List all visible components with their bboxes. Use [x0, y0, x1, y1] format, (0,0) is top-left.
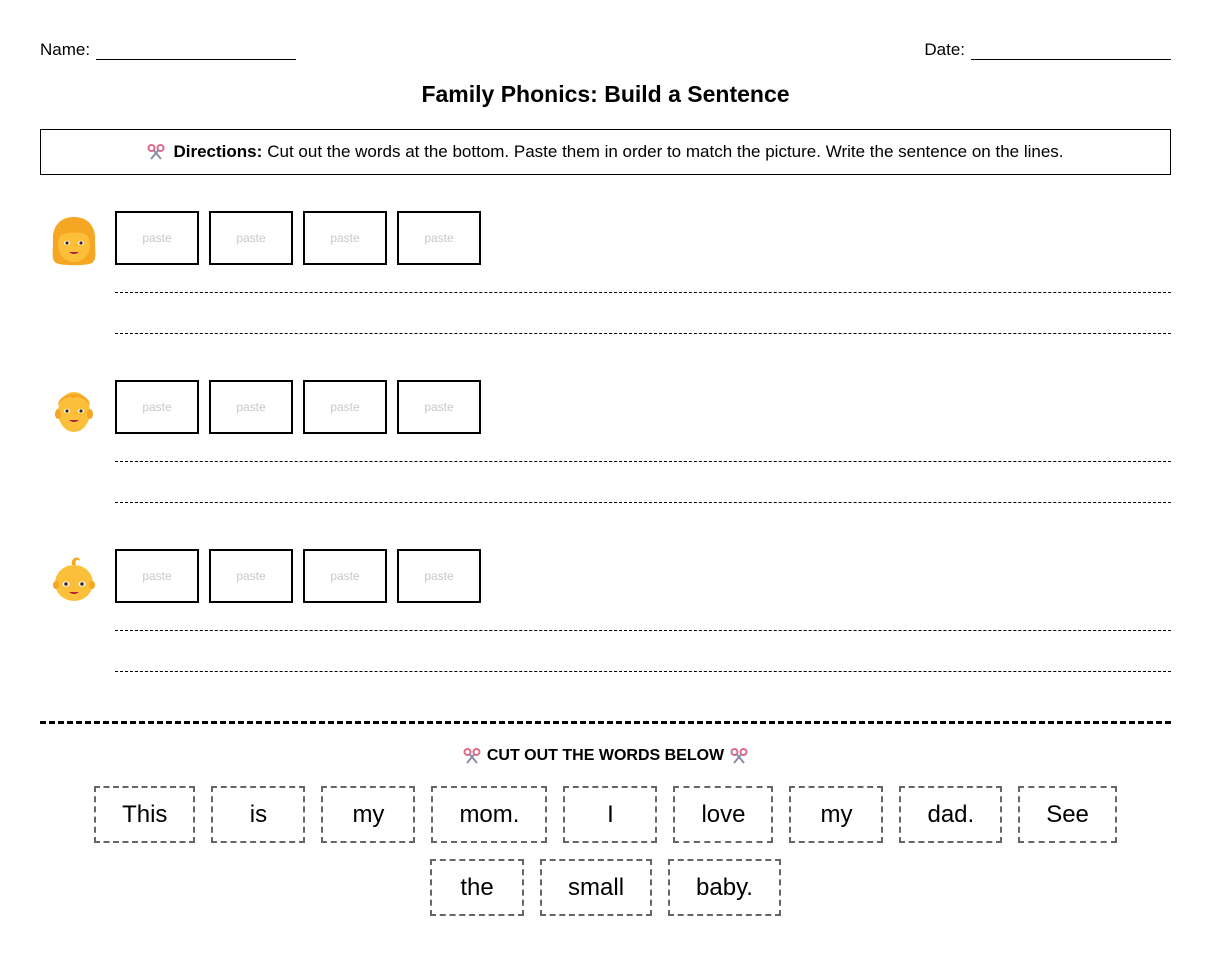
directions-label: Directions:: [173, 142, 263, 161]
writing-line[interactable]: [115, 502, 1171, 503]
writing-line[interactable]: [115, 630, 1171, 631]
word-card[interactable]: mom.: [431, 786, 547, 843]
writing-line[interactable]: [115, 292, 1171, 293]
cut-section-label: CUT OUT THE WORDS BELOW: [486, 747, 725, 764]
paste-box[interactable]: paste: [303, 549, 387, 603]
sentence-row-dad: [40, 380, 1171, 510]
paste-box[interactable]: paste: [397, 549, 481, 603]
scissors-icon: [730, 748, 748, 764]
date-field[interactable]: [924, 40, 1171, 60]
baby-face-icon: [48, 553, 100, 605]
word-card[interactable]: See: [1018, 786, 1117, 843]
header-row: [40, 38, 1171, 60]
cut-section-heading: [0, 747, 1211, 765]
paste-box[interactable]: paste: [115, 211, 199, 265]
word-card[interactable]: my: [321, 786, 415, 843]
writing-line[interactable]: [115, 671, 1171, 672]
paste-box[interactable]: paste: [115, 549, 199, 603]
paste-box[interactable]: paste: [397, 380, 481, 434]
word-card[interactable]: the: [430, 859, 524, 916]
word-card[interactable]: love: [673, 786, 773, 843]
scissors-icon: [463, 748, 481, 764]
date-line[interactable]: [971, 43, 1171, 60]
name-field[interactable]: [40, 40, 296, 60]
word-card[interactable]: small: [540, 859, 652, 916]
writing-line[interactable]: [115, 333, 1171, 334]
directions-text: Cut out the words at the bottom. Paste them in order to match the picture. Write the sentence on the lines.: [267, 142, 1064, 161]
name-label: Name:: [40, 40, 91, 59]
sentence-row-mom: [40, 211, 1171, 341]
paste-box[interactable]: paste: [303, 211, 387, 265]
word-card[interactable]: my: [789, 786, 883, 843]
paste-box[interactable]: paste: [303, 380, 387, 434]
sentence-row-baby: [40, 549, 1171, 679]
word-card[interactable]: This: [94, 786, 195, 843]
paste-box[interactable]: paste: [209, 549, 293, 603]
writing-line[interactable]: [115, 461, 1171, 462]
scissors-icon: [147, 144, 165, 160]
word-card[interactable]: I: [563, 786, 657, 843]
paste-box[interactable]: paste: [209, 211, 293, 265]
page-title: Family Phonics: Build a Sentence: [421, 81, 790, 107]
name-line[interactable]: [96, 43, 296, 60]
cut-line: [40, 721, 1171, 724]
woman-face-icon: [48, 215, 100, 267]
date-label: Date:: [924, 40, 965, 59]
word-card[interactable]: is: [211, 786, 305, 843]
word-cards: [40, 786, 1171, 916]
man-face-icon: [48, 384, 100, 436]
word-card[interactable]: baby.: [668, 859, 781, 916]
paste-box[interactable]: paste: [209, 380, 293, 434]
paste-box[interactable]: paste: [397, 211, 481, 265]
paste-box[interactable]: paste: [115, 380, 199, 434]
directions-box: [40, 129, 1171, 175]
word-card[interactable]: dad.: [899, 786, 1002, 843]
